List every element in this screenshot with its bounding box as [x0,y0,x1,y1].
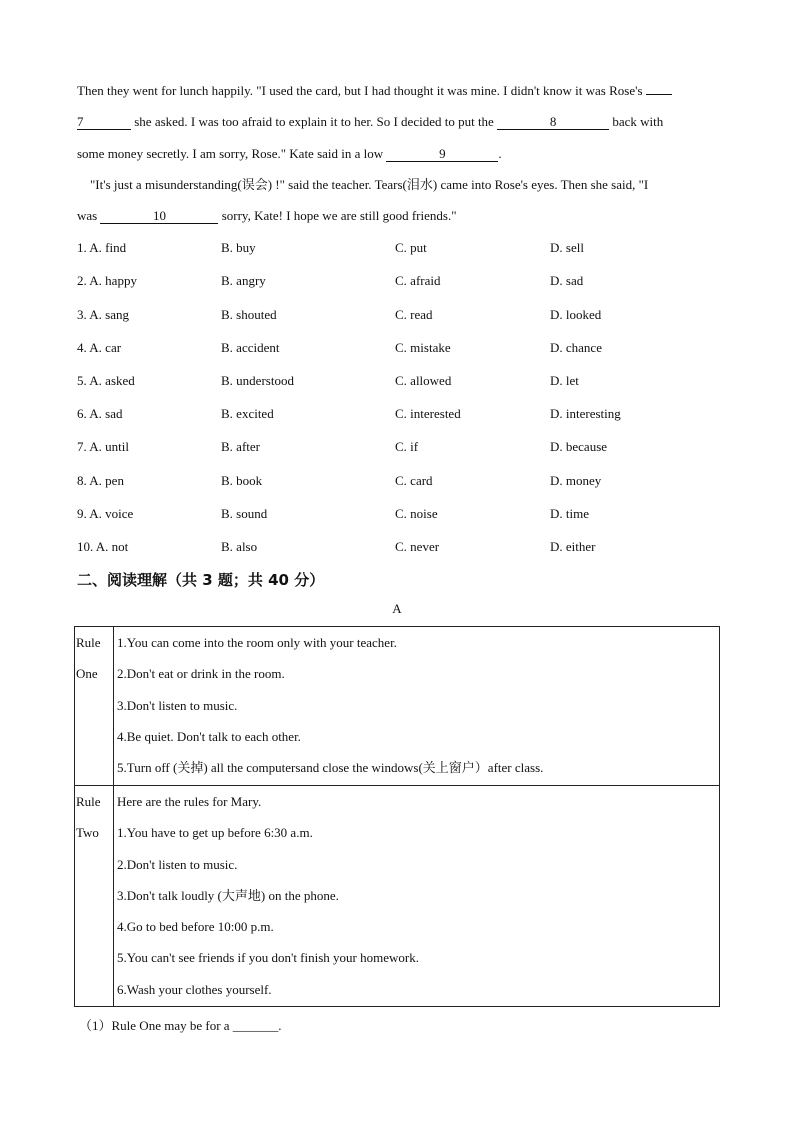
answer-blank-7[interactable]: 7 [77,114,131,130]
option-row [77,438,717,456]
option[interactable]: 9. A. voice [77,506,134,521]
passage-text: Then they went for lunch happily. "I used the card, but I had thought it was mine. I didn't know it was Rose's [77,83,643,98]
passage-label: A [392,601,402,616]
option[interactable]: C. if [395,439,419,454]
rule-item: 6.Wash your clothes yourself. [117,981,272,997]
passage-text: she asked. I was too afraid to explain it to her. So I decided to put the [134,114,494,129]
option-row [77,405,717,423]
passage-text: . [498,146,502,161]
option[interactable]: 2. A. happy [77,273,137,288]
option[interactable]: C. interested [395,406,461,421]
passage-line-3 [77,145,502,163]
passage-line-4 [90,176,648,194]
option[interactable]: D. money [550,473,602,488]
option[interactable]: B. accident [221,340,280,355]
passage-line-2 [77,113,663,131]
option[interactable]: D. interesting [550,406,621,421]
option[interactable]: B. shouted [221,307,277,322]
option[interactable]: B. also [221,539,258,554]
answer-blank-8[interactable]: 8 [497,114,609,130]
option[interactable]: C. noise [395,506,438,521]
option[interactable]: 4. A. car [77,340,122,355]
option[interactable]: C. afraid [395,273,441,288]
rule-one-items [114,627,720,786]
option[interactable]: 10. A. not [77,539,129,554]
passage-line-5 [77,207,457,225]
option[interactable]: D. let [550,373,579,388]
passage-text: sorry, Kate! I hope we are still good friends." [221,208,457,223]
rule-item: 5.You can't see friends if you don't finish your homework. [117,950,419,966]
question-1: （1）Rule One may be for a _______. [79,1018,282,1033]
answer-blank-9[interactable]: 9 [386,146,498,162]
option[interactable]: D. either [550,539,596,554]
option[interactable]: 3. A. sang [77,307,129,322]
option[interactable]: B. after [221,439,260,454]
option[interactable]: D. time [550,506,589,521]
option[interactable]: D. sad [550,273,584,288]
rule-two-row [75,786,720,1007]
rule-item: 5.Turn off (关掉) all the computersand close the windows(关上窗户）after class. [117,760,544,776]
rule-item: 2.Don't listen to music. [117,856,238,872]
rule-two-items [114,786,720,1007]
passage-text: some money secretly. I am sorry, Rose." Kate said in a low [77,146,384,161]
option[interactable]: B. sound [221,506,268,521]
option[interactable]: D. looked [550,307,602,322]
option[interactable]: B. book [221,473,263,488]
answer-blank-10[interactable]: 10 [100,208,218,224]
option[interactable]: B. excited [221,406,274,421]
passage-line-1 [77,82,672,100]
answer-blank[interactable] [646,94,672,95]
option-row [77,505,717,523]
rule-item: 3.Don't talk loudly (大声地) on the phone. [117,887,339,903]
rule-item: 4.Be quiet. Don't talk to each other. [117,728,301,744]
rule-item: 1.You have to get up before 6:30 a.m. [117,825,313,841]
option-row [77,372,717,390]
rule-one-row [75,627,720,786]
option[interactable]: C. mistake [395,340,451,355]
option-row [77,538,717,556]
option[interactable]: 8. A. pen [77,473,124,488]
rule-item: Here are the rules for Mary. [117,794,262,809]
passage-text: was [77,208,98,223]
passage-text: "It's just a misunderstanding(误会) !" said the teacher. Tears(泪水) came into Rose's eyes. Then she said, "I [90,177,649,192]
passage-text: back with [612,114,664,129]
option[interactable]: B. buy [221,240,256,255]
rule-two-label: Rule Two [75,786,114,1007]
rule-item: 4.Go to bed before 10:00 p.m. [117,919,274,935]
option[interactable]: D. sell [550,240,584,255]
section-title: 二、阅读理解（共 3 题；共 40 分） [77,571,325,589]
option[interactable]: C. put [395,240,427,255]
option[interactable]: 1. A. find [77,240,127,255]
option[interactable]: B. angry [221,273,266,288]
option[interactable]: C. allowed [395,373,452,388]
rule-item: 3.Don't listen to music. [117,697,238,713]
option[interactable]: D. chance [550,340,602,355]
option[interactable]: 7. A. until [77,439,130,454]
rule-item: 2.Don't eat or drink in the room. [117,666,285,682]
option[interactable]: C. never [395,539,440,554]
option[interactable]: C. card [395,473,433,488]
rule-one-label: Rule One [75,627,114,786]
option-row [77,339,717,357]
option[interactable]: B. understood [221,373,294,388]
option[interactable]: C. read [395,307,433,322]
rule-item: 1.You can come into the room only with your teacher. [117,635,397,650]
option-row [77,239,717,257]
option-row [77,272,717,290]
option[interactable]: D. because [550,439,608,454]
option[interactable]: 6. A. sad [77,406,123,421]
option-row [77,472,717,490]
rules-table [74,626,720,1007]
option-row [77,306,717,324]
option[interactable]: 5. A. asked [77,373,135,388]
